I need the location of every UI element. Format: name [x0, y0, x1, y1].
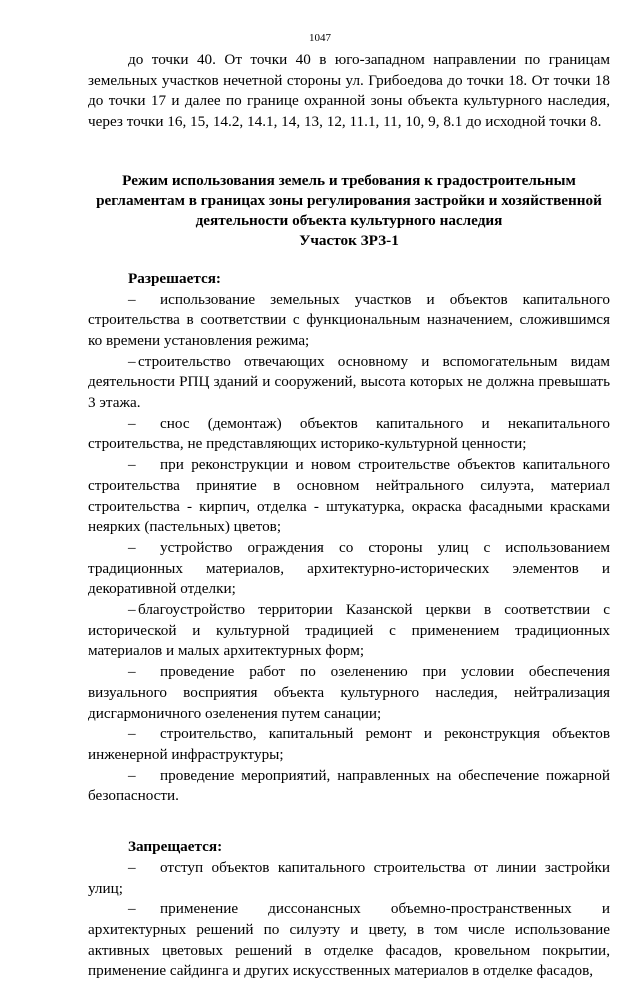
list-dash: –	[128, 601, 136, 619]
forbidden-item-text: отступ объектов капитального строительства от линии застройки улиц;	[88, 858, 610, 897]
list-dash: –	[128, 766, 136, 784]
list-dash: –	[128, 858, 136, 876]
allowed-item-5	[88, 538, 610, 600]
section-heading	[88, 171, 610, 251]
list-dash: –	[128, 900, 136, 918]
document-body	[88, 50, 610, 982]
allowed-item-1	[88, 290, 610, 352]
allowed-item-7	[88, 662, 610, 724]
list-dash: –	[128, 352, 136, 370]
allowed-item-text: при реконструкции и новом строительстве объектов капитального строительства принятие в основном нейтрального силуэта, материал строительства - кирпич, отделка - штукатурка, окраска фасадными красками неярких (пастельных) цветов;	[88, 456, 610, 536]
allowed-item-text: проведение мероприятий, направленных на обеспечение пожарной безопасности.	[88, 766, 610, 805]
list-dash: –	[128, 663, 136, 681]
allowed-item-text: строительство отвечающих основному и вспомогательным видам деятельности РПЦ зданий и сооружений, высота которых не должна превышать 3 этажа.	[88, 352, 610, 412]
allowed-item-4	[88, 455, 610, 538]
allowed-item-8	[88, 724, 610, 765]
list-dash: –	[128, 456, 136, 474]
allowed-item-text: устройство ограждения со стороны улиц с использованием традиционных материалов, архитектурно-исторических элементов и декоративной отделки;	[88, 538, 610, 598]
list-dash: –	[128, 725, 136, 743]
allowed-item-6	[88, 600, 610, 662]
list-dash: –	[128, 538, 136, 556]
heading-line-1: Режим использования земель и требования к градостроительным	[122, 171, 576, 189]
heading-line-2: регламентам в границах зоны регулирования застройки и хозяйственной	[96, 191, 602, 209]
forbidden-item-2	[88, 899, 610, 982]
allowed-title: Разрешается:	[128, 269, 221, 287]
allowed-item-text: благоустройство территории Казанской церкви в соответствии с исторической и культурной традицией с применением традиционных материалов и малых архитектурных форм;	[88, 601, 610, 660]
allowed-item-text: использование земельных участков и объектов капитального строительства в соответствии с функциональным назначением, сложившимся ко времени установления режима;	[88, 290, 610, 349]
allowed-item-text: проведение работ по озеленению при условии обеспечения визуального восприятия объекта культурного наследия, нейтрализация дисгармоничного озеленения путем санации;	[88, 663, 610, 722]
heading-line-4: Участок ЗРЗ-1	[299, 231, 399, 249]
allowed-item-9	[88, 766, 610, 807]
list-dash: –	[128, 290, 136, 308]
forbidden-title: Запрещается:	[128, 838, 223, 856]
list-dash: –	[128, 414, 136, 432]
allowed-item-2	[88, 352, 610, 414]
allowed-item-text: строительство, капитальный ремонт и реконструкция объектов инженерной инфраструктуры;	[88, 725, 610, 763]
forbidden-item-1	[88, 858, 610, 899]
allowed-item-text: снос (демонтаж) объектов капитального и некапитального строительства, не представляющих историко-культурной ценности;	[88, 414, 610, 453]
allowed-item-3	[88, 414, 610, 455]
heading-line-3: деятельности объекта культурного наследия	[195, 211, 503, 229]
forbidden-item-text: применение диссонансных объемно-пространственных и архитектурных решений по силуэту и цвету, в том числе использование активных цветовых решений в отделке фасадов, кровельном покрытии, применение сайдинга и других искусственных материалов в отделке фасадов,	[88, 900, 610, 980]
intro-paragraph: до точки 40. От точки 40 в юго-западном направлении по границам земельных участков нечетной стороны ул. Грибоедова до точки 18. От точки 18 до точки 17 и далее по границе охранной зоны объекта культурного наследия, через точки 16, 15, 14.2, 14.1, 14, 13, 12, 11.1, 11, 10, 9, 8.1 до исходной точки 8.	[88, 51, 610, 131]
page-number: 1047	[309, 32, 331, 44]
